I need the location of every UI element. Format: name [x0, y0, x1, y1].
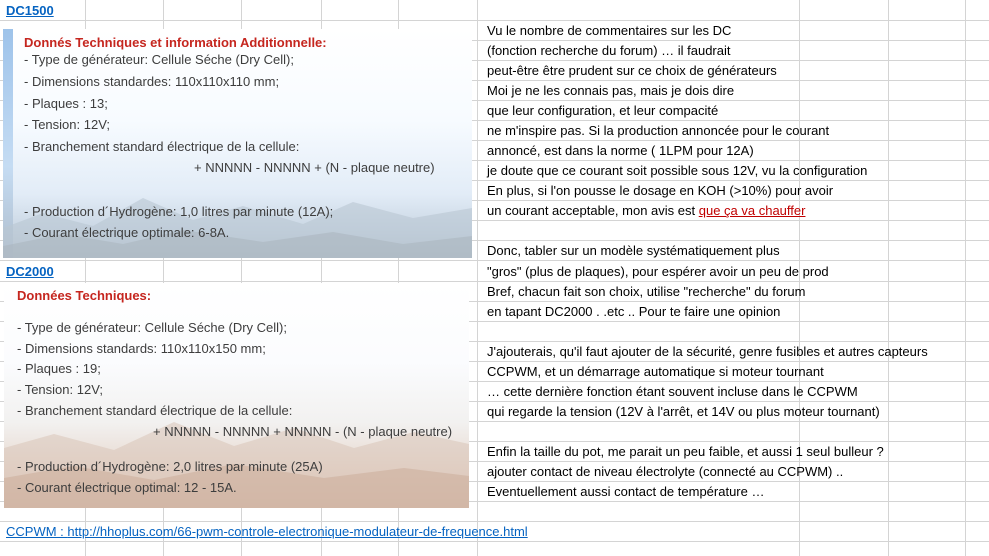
dc1500-spec-type: - Type de générateur: Cellule Séche (Dry Cell);	[24, 52, 294, 67]
comment-cell[interactable]: ajouter contact de niveau électrolyte (connecté au CCPWM) ..	[487, 464, 844, 479]
comment-cell[interactable]: ne m'inspire pas. Si la production annoncée pour le courant	[487, 123, 830, 138]
dc2000-spec-voltage: - Tension: 12V;	[17, 382, 103, 397]
comment-cell[interactable]: Moi je ne les connais pas, mais je dois dire	[487, 83, 735, 98]
dc2000-spec-wiring: - Branchement standard électrique de la cellule:	[17, 403, 293, 418]
comment-cell[interactable]: que leur configuration, et leur compacité	[487, 103, 719, 118]
dc2000-spec-type: - Type de générateur: Cellule Séche (Dry Cell);	[17, 320, 287, 335]
ccpwm-url[interactable]: http://hhoplus.com/66-pwm-controle-electronique-modulateur-de-frequence.html	[67, 524, 528, 539]
dc2000-link[interactable]: DC2000	[6, 264, 54, 279]
dc1500-spec-image	[3, 29, 472, 258]
dc1500-spec-wiring-pattern: + NNNNN - NNNNN + (N - plaque neutre)	[194, 160, 435, 175]
comment-cell[interactable]: "gros" (plus de plaques), pour espérer avoir un peu de prod	[487, 264, 829, 279]
comment-cell[interactable]: … cette dernière fonction étant souvent incluse dans le CCPWM	[487, 384, 858, 399]
dc2000-spec-dimensions: - Dimensions standards: 110x110x150 mm;	[17, 341, 266, 356]
comment-cell[interactable]: J'ajouterais, qu'il faut ajouter de la sécurité, genre fusibles et autres capteurs	[487, 344, 928, 359]
dc1500-link[interactable]: DC1500	[6, 3, 54, 18]
dc1500-spec-wiring: - Branchement standard électrique de la cellule:	[24, 139, 300, 154]
dc2000-spec-current: - Courant électrique optimal: 12 - 15A.	[17, 480, 237, 495]
comment-cell[interactable]: Vu le nombre de commentaires sur les DC	[487, 23, 732, 38]
comment-cell[interactable]: qui regarde la tension (12V à l'arrêt, et 14V ou plus moteur tournant)	[487, 404, 880, 419]
comment-cell[interactable]: En plus, si l'on pousse le dosage en KOH (>10%) pour avoir	[487, 183, 834, 198]
comment-cell[interactable]: CCPWM, et un démarrage automatique si moteur tournant	[487, 364, 824, 379]
dc1500-spec-current: - Courant électrique optimale: 6-8A.	[24, 225, 230, 240]
dc1500-spec-dimensions: - Dimensions standardes: 110x110x110 mm;	[24, 74, 280, 89]
comment-cell[interactable]: en tapant DC2000 . .etc .. Pour te faire une opinion	[487, 304, 781, 319]
comment-cell[interactable]: je doute que ce courant soit possible sous 12V, vu la configuration	[487, 163, 868, 178]
overheat-warning-link[interactable]: que ça va chauffer	[698, 203, 806, 218]
dc1500-spec-hydrogen: - Production d´Hydrogène: 1,0 litres par minute (12A);	[24, 204, 334, 219]
dc1500-spec-plates: - Plaques : 13;	[24, 96, 108, 111]
comment-cell[interactable]: Donc, tabler sur un modèle systématiquement plus	[487, 243, 780, 258]
comment-cell[interactable]: annoncé, est dans la norme ( 1LPM pour 12A)	[487, 143, 754, 158]
dc2000-spec-wiring-pattern: + NNNNN - NNNNN + NNNNN - (N - plaque neutre)	[153, 424, 453, 439]
comment-cell[interactable]: peut-être être prudent sur ce choix de générateurs	[487, 63, 777, 78]
comment-cell[interactable]: Bref, chacun fait son choix, utilise "recherche" du forum	[487, 284, 806, 299]
dc2000-spec-title: Données Techniques:	[17, 288, 152, 303]
comment-text: un courant acceptable, mon avis est	[487, 203, 699, 218]
ccpwm-label: CCPWM :	[6, 524, 68, 539]
comment-cell[interactable]: Enfin la taille du pot, me parait un peu faible, et aussi 1 seul bulleur ?	[487, 444, 884, 459]
comment-cell[interactable]: (fonction recherche du forum) … il faudrait	[487, 43, 731, 58]
ccpwm-link[interactable]	[6, 522, 528, 542]
dc1500-spec-voltage: - Tension: 12V;	[24, 117, 110, 132]
dc2000-spec-hydrogen: - Production d´Hydrogène: 2,0 litres par minute (25A)	[17, 459, 323, 474]
comment-cell[interactable]: Eventuellement aussi contact de température …	[487, 484, 765, 499]
dc2000-spec-plates: - Plaques : 19;	[17, 361, 101, 376]
dc2000-spec-image	[4, 283, 469, 508]
dc1500-spec-title: Donnés Techniques et information Additionnelle:	[24, 35, 327, 50]
comment-cell[interactable]	[487, 201, 805, 221]
